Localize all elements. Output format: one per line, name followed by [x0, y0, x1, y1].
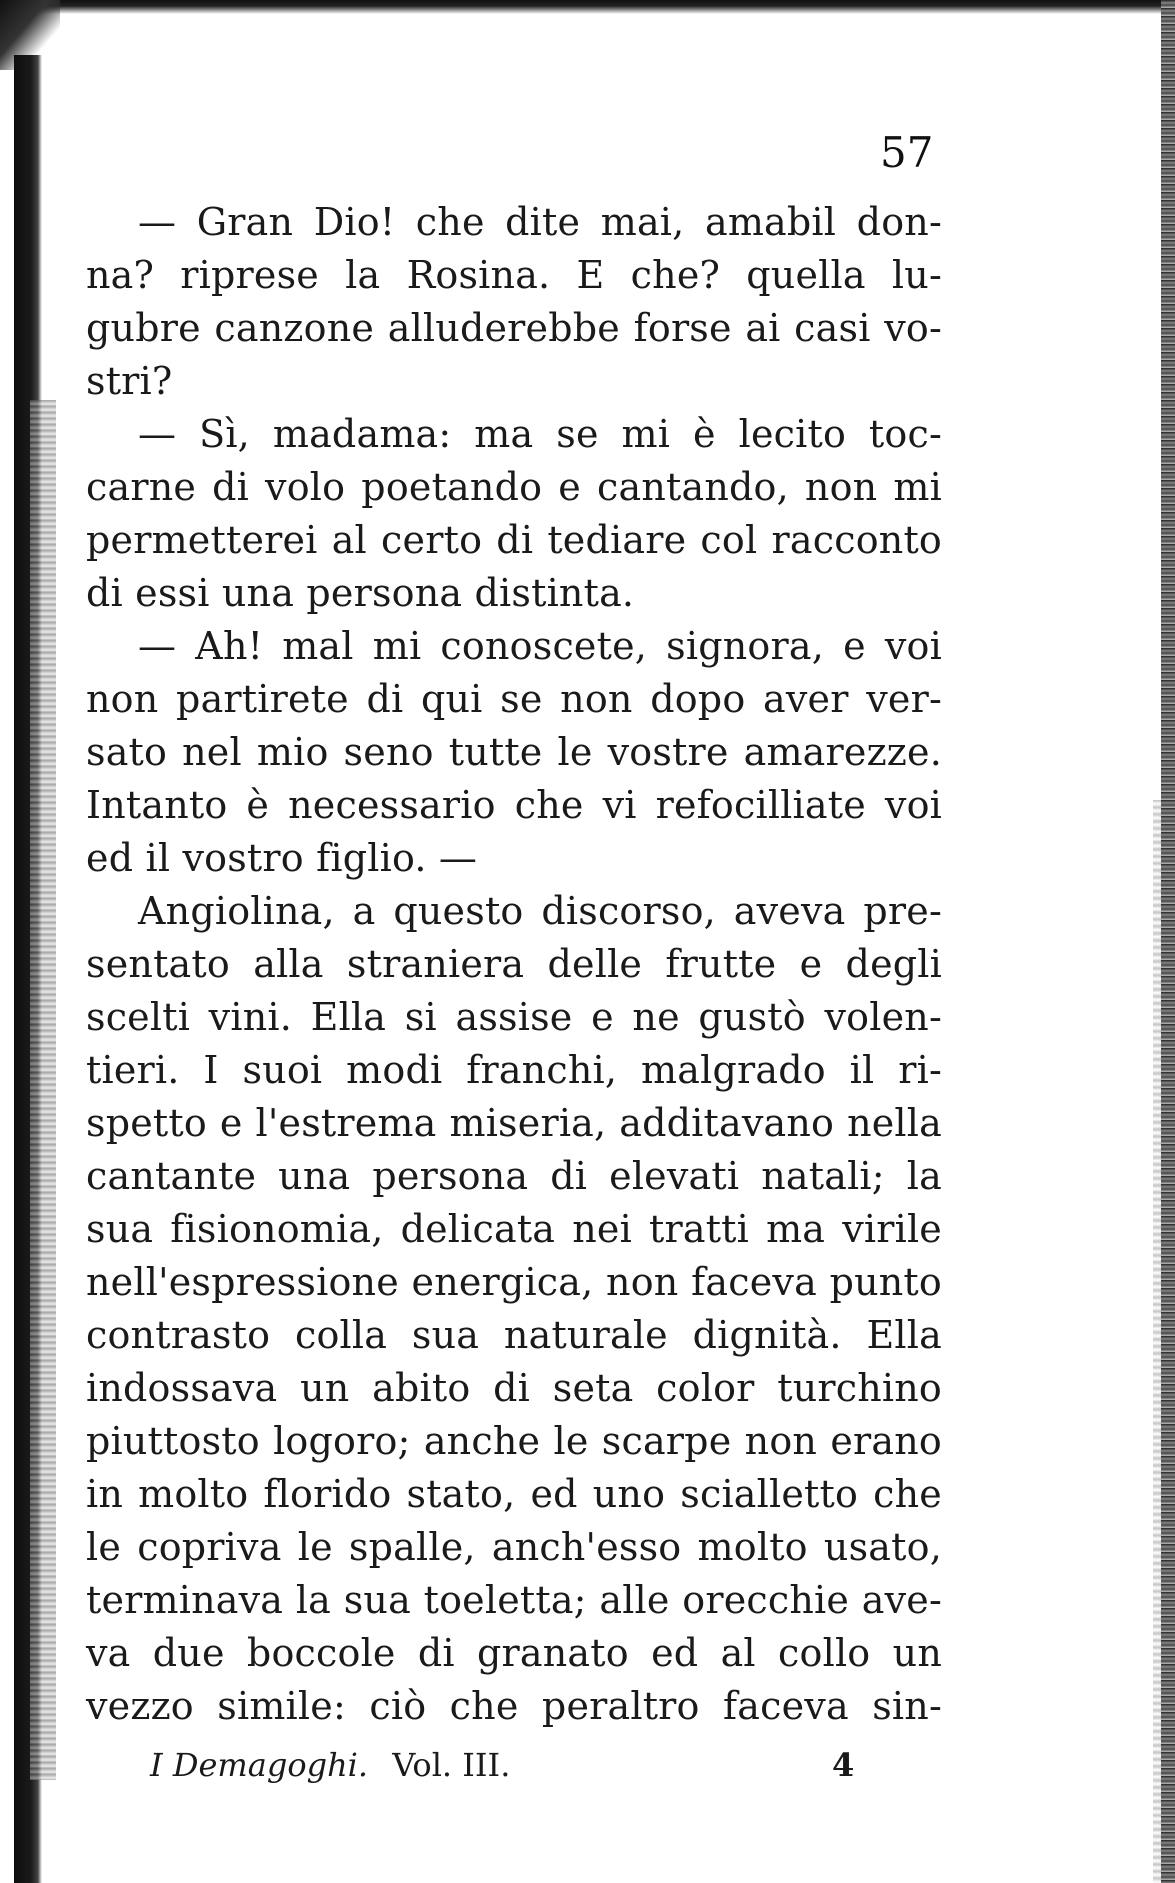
footer-signature-mark: 4: [832, 1746, 855, 1784]
text-line: tieri. I suoi modi franchi, malgrado il ri-: [86, 1048, 942, 1092]
text-line: sato nel mio seno tutte le vostre amarezze.: [86, 730, 942, 774]
text-line: non partirete di qui se non dopo aver ver-: [86, 677, 942, 721]
text-line: vezzo simile: ciò che peraltro faceva sin-: [86, 1684, 942, 1728]
text-line: contrasto colla sua naturale dignità. Ella: [86, 1313, 942, 1357]
body-text: [86, 196, 942, 1733]
text-line: — Ah! mal mi conoscete, signora, e voi: [138, 624, 942, 668]
text-line: carne di volo poetando e cantando, non mi: [86, 465, 942, 509]
scan-edge-right: [1161, 0, 1175, 1883]
text-line: sua fisionomia, delicata nei tratti ma virile: [86, 1207, 942, 1251]
text-line: permetterei al certo di tediare col racconto: [86, 518, 942, 562]
text-line: gubre canzone alluderebbe forse ai casi vo-: [86, 306, 942, 350]
text-line: stri?: [86, 359, 173, 403]
text-line: ed il vostro figlio. —: [86, 836, 478, 880]
text-line: indossava un abito di seta color turchino: [86, 1366, 942, 1410]
scan-edge-right-texture: [1153, 800, 1161, 1883]
text-line: spetto e l'estrema miseria, additavano nella: [86, 1101, 942, 1145]
text-line: nell'espressione energica, non faceva punto: [86, 1260, 942, 1304]
page-footer: [150, 1746, 870, 1784]
text-line: — Sì, madama: ma se mi è lecito toc-: [138, 412, 942, 456]
page-number: 57: [880, 128, 934, 177]
text-line: Intanto è necessario che vi refocilliate voi: [86, 783, 942, 827]
text-line: le copriva le spalle, anch'esso molto usato,: [86, 1525, 942, 1569]
text-line: piuttosto logoro; anche le scarpe non erano: [86, 1419, 942, 1463]
text-line: terminava la sua toeletta; alle orecchie ave-: [86, 1578, 942, 1622]
text-line: sentato alla straniera delle frutte e degli: [86, 942, 942, 986]
text-line: in molto florido stato, ed uno scialletto che: [86, 1472, 942, 1516]
text-line: na? riprese la Rosina. E che? quella lu-: [86, 253, 942, 297]
text-line: — Gran Dio! che dite mai, amabil don-: [138, 200, 942, 244]
text-line: va due boccole di granato ed al collo un: [86, 1631, 942, 1675]
text-line: Angiolina, a questo discorso, aveva pre-: [138, 889, 942, 933]
text-line: cantante una persona di elevati natali; la: [86, 1154, 942, 1198]
scan-edge-top: [0, 0, 1175, 14]
footer-signature: I Demagoghi.: [150, 1746, 369, 1784]
text-line: scelti vini. Ella si assise e ne gustò volen-: [86, 995, 942, 1039]
book-spine-texture: [30, 400, 56, 1780]
text-line: di essi una persona distinta.: [86, 571, 635, 615]
footer-volume: Vol. III.: [392, 1746, 511, 1784]
